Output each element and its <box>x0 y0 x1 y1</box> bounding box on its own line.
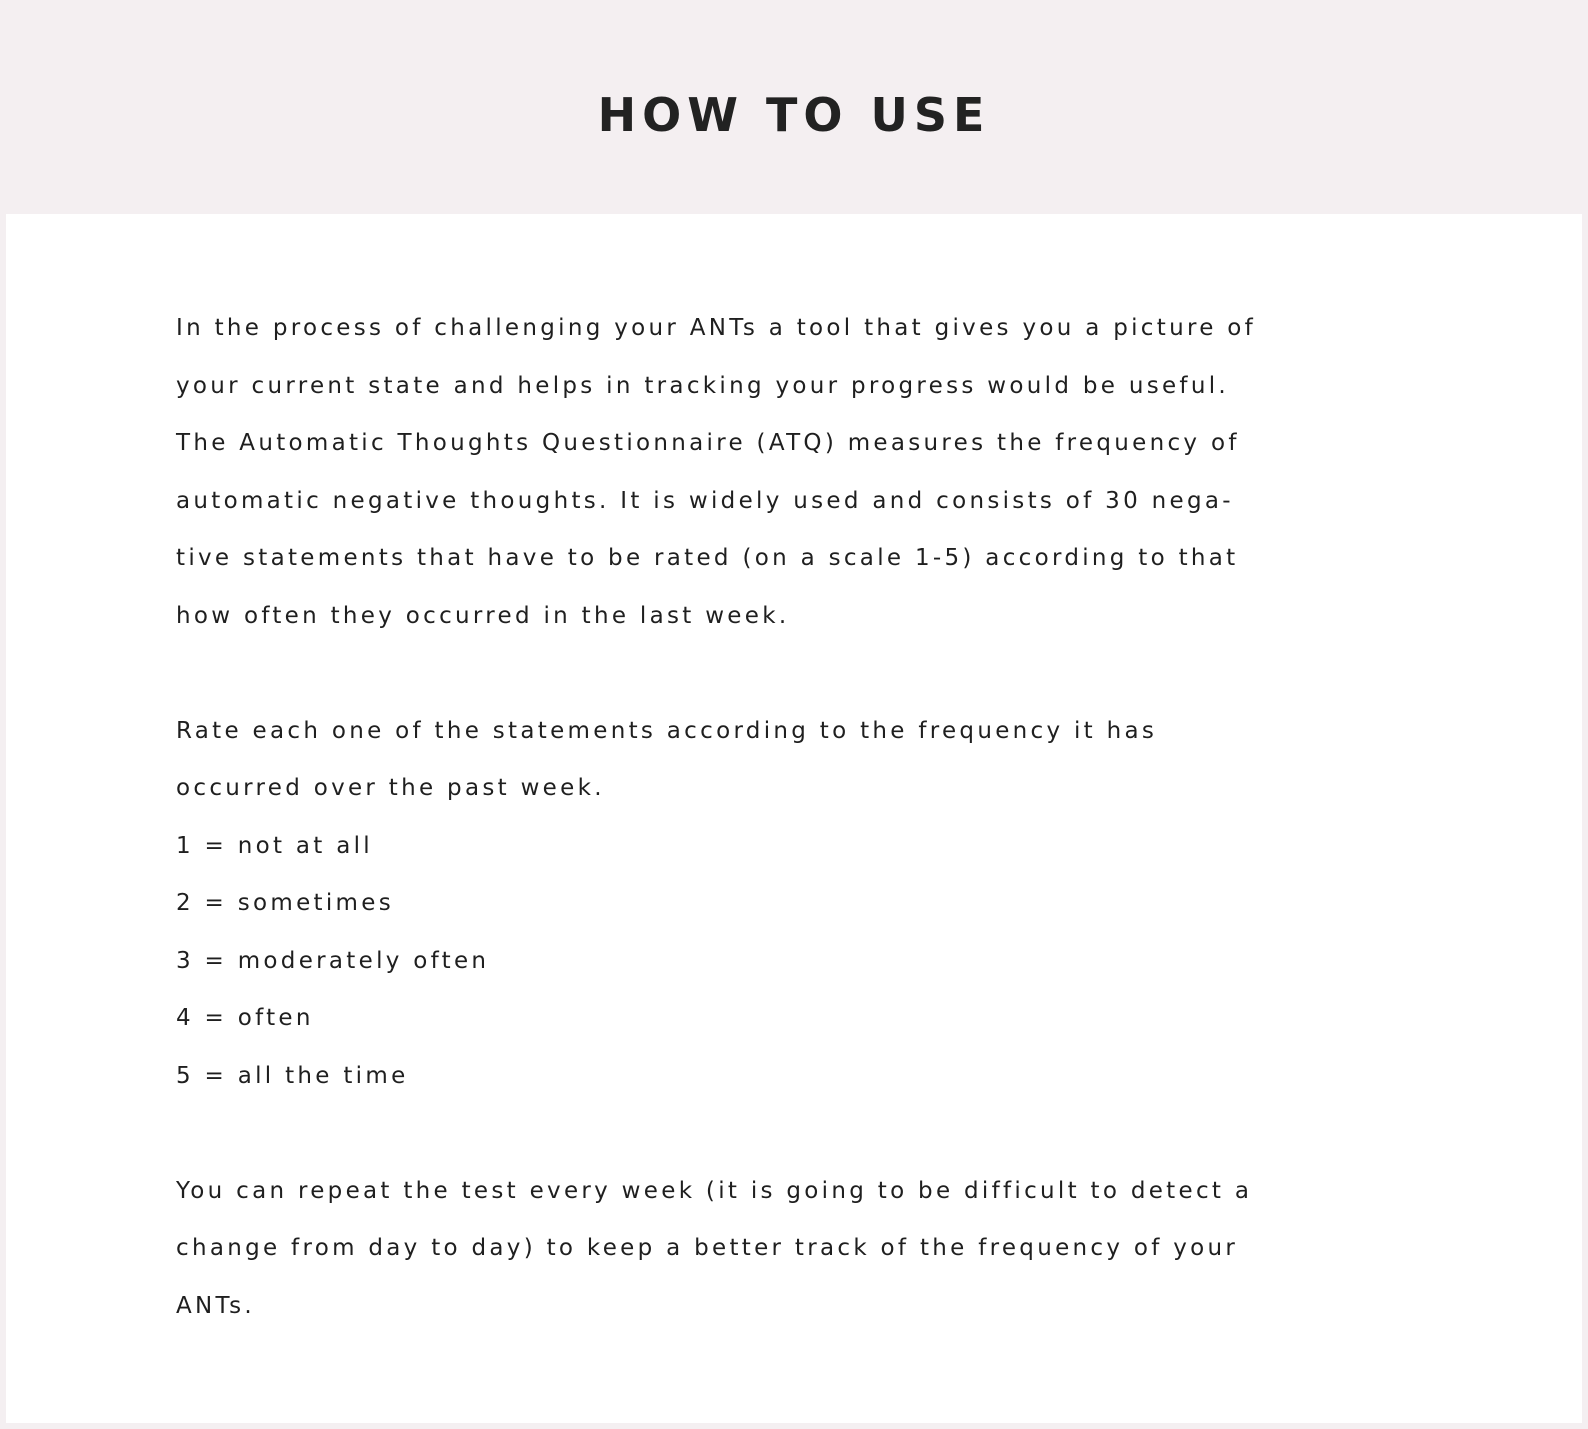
closing-line: ANTs. <box>176 1292 255 1319</box>
rating-scale-item: 3 = moderately often <box>176 947 490 974</box>
intro-line: how often they occurred in the last week. <box>176 602 790 629</box>
instructions-line: occurred over the past week. <box>176 775 605 801</box>
body-text <box>176 300 1436 1335</box>
intro-line: tive statements that have to be rated (on a scale 1-5) according to that <box>176 545 1239 571</box>
closing-line: You can repeat the test every week (it is going to be difficult to detect a <box>176 1177 1253 1204</box>
instructions-paragraph <box>176 703 1436 818</box>
header-banner <box>0 0 1588 214</box>
intro-paragraph <box>176 300 1436 645</box>
closing-paragraph <box>176 1163 1436 1336</box>
rating-scale-item: 5 = all the time <box>176 1062 409 1089</box>
content-panel <box>6 214 1582 1423</box>
page-title: HOW TO USE <box>597 88 991 142</box>
rating-scale-list <box>176 818 1436 1106</box>
rating-scale-item: 2 = sometimes <box>176 890 394 916</box>
closing-line: change from day to day) to keep a better track of the frequency of your <box>176 1235 1239 1261</box>
rating-scale-item: 4 = often <box>176 1005 314 1031</box>
paragraph-spacer <box>176 1105 1436 1163</box>
intro-line: automatic negative thoughts. It is widely used and consists of 30 nega- <box>176 487 1234 514</box>
paragraph-spacer <box>176 645 1436 703</box>
rating-scale-item: 1 = not at all <box>176 832 374 859</box>
intro-line: your current state and helps in tracking your progress would be useful. <box>176 372 1230 399</box>
intro-line: The Automatic Thoughts Questionnaire (ATQ) measures the frequency of <box>176 430 1240 456</box>
instructions-line: Rate each one of the statements according to the frequency it has <box>176 717 1158 744</box>
intro-line: In the process of challenging your ANTs a tool that gives you a picture of <box>176 315 1257 341</box>
